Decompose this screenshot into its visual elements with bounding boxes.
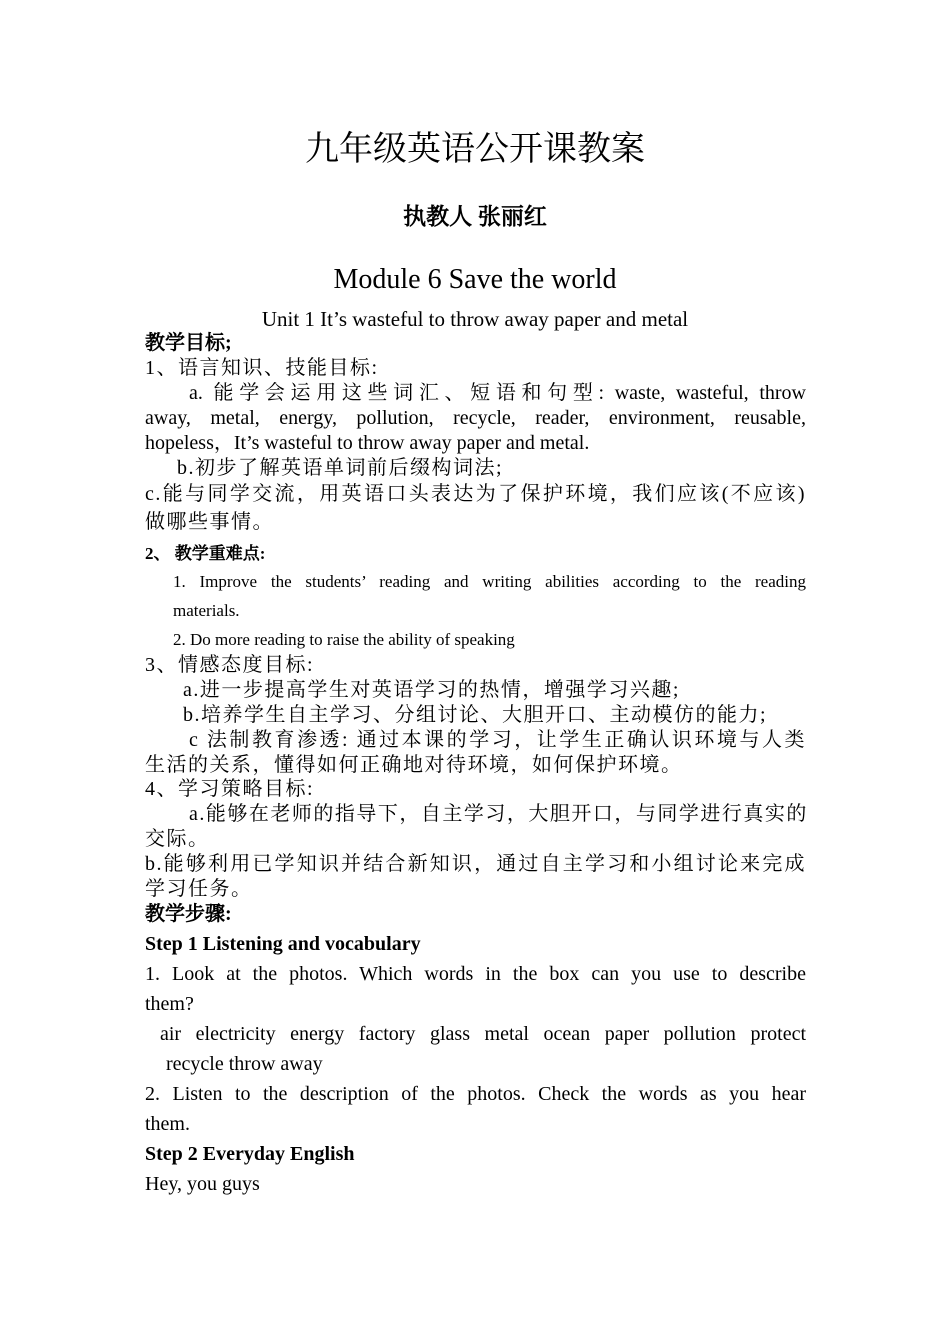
obj3-b: b.培养学生自主学习、分组讨论、大胆开口、主动模仿的能力;	[183, 704, 768, 726]
step2-line1: Hey, you guys	[145, 1173, 260, 1195]
objectives-heading: 教学目标;	[145, 332, 232, 354]
step1-heading: Step 1 Listening and vocabulary	[145, 933, 421, 955]
step1-q1-line1: 1. Look at the photos. Which words in the box can you use to describe	[145, 963, 806, 985]
obj3-c-line1: c 法制教育渗透: 通过本课的学习，让学生正确认识环境与人类	[189, 729, 806, 751]
step2-heading: Step 2 Everyday English	[145, 1143, 355, 1165]
obj4-a-line1: a.能够在老师的指导下，自主学习，大胆开口，与同学进行真实的	[189, 803, 808, 825]
teacher-line: 执教人 张丽红	[403, 204, 547, 229]
obj1-b: b.初步了解英语单词前后缀构词法;	[177, 457, 504, 479]
obj2-item1-line2: materials.	[173, 601, 240, 620]
steps-heading: 教学步骤:	[145, 903, 232, 925]
obj1-a-line2: away, metal, energy, pollution, recycle, reader, environment, reusable,	[145, 407, 806, 429]
unit-title: Unit 1 It’s wasteful to throw away paper and metal	[261, 307, 689, 331]
obj3-heading: 3、情感态度目标:	[145, 654, 315, 676]
step1-q1-line2: them?	[145, 993, 194, 1015]
obj1-heading: 1、语言知识、技能目标:	[145, 357, 379, 379]
obj1-c-line1: c.能与同学交流，用英语口头表达为了保护环境，我们应该(不应该)	[145, 483, 806, 505]
obj3-c-line2: 生活的关系，懂得如何正确地对待环境，如何保护环境。	[145, 754, 683, 776]
obj3-a: a.进一步提高学生对英语学习的热情，增强学习兴趣;	[183, 679, 680, 701]
step1-word-box-line1: air electricity energy factory glass metal ocean paper pollution protect	[160, 1023, 806, 1045]
step1-q2-line2: them.	[145, 1113, 190, 1135]
obj1-a-line1: a. 能学会运用这些词汇、短语和句型: waste, wasteful, throw	[189, 382, 806, 404]
document-title: 九年级英语公开课教案	[305, 131, 645, 168]
obj2-item1-line1: 1. Improve the students’ reading and writing abilities according to the reading	[173, 572, 806, 591]
obj4-b-line2: 学习任务。	[145, 878, 253, 900]
obj1-a-line3: hopeless，It’s wasteful to throw away paper and metal.	[145, 432, 590, 454]
obj2-heading: 2、 教学重难点:	[145, 544, 266, 563]
obj2-item2: 2. Do more reading to raise the ability of speaking	[173, 630, 515, 649]
obj4-heading: 4、学习策略目标:	[145, 778, 315, 800]
module-title: Module 6 Save the world	[333, 264, 617, 295]
obj1-c-line2: 做哪些事情。	[145, 511, 274, 533]
step1-q2-line1: 2. Listen to the description of the photos. Check the words as you hear	[145, 1083, 806, 1105]
step1-word-box-line2: recycle throw away	[166, 1053, 323, 1075]
obj4-b-line1: b.能够利用已学知识并结合新知识，通过自主学习和小组讨论来完成	[145, 853, 806, 875]
obj4-a-line2: 交际。	[145, 828, 210, 850]
